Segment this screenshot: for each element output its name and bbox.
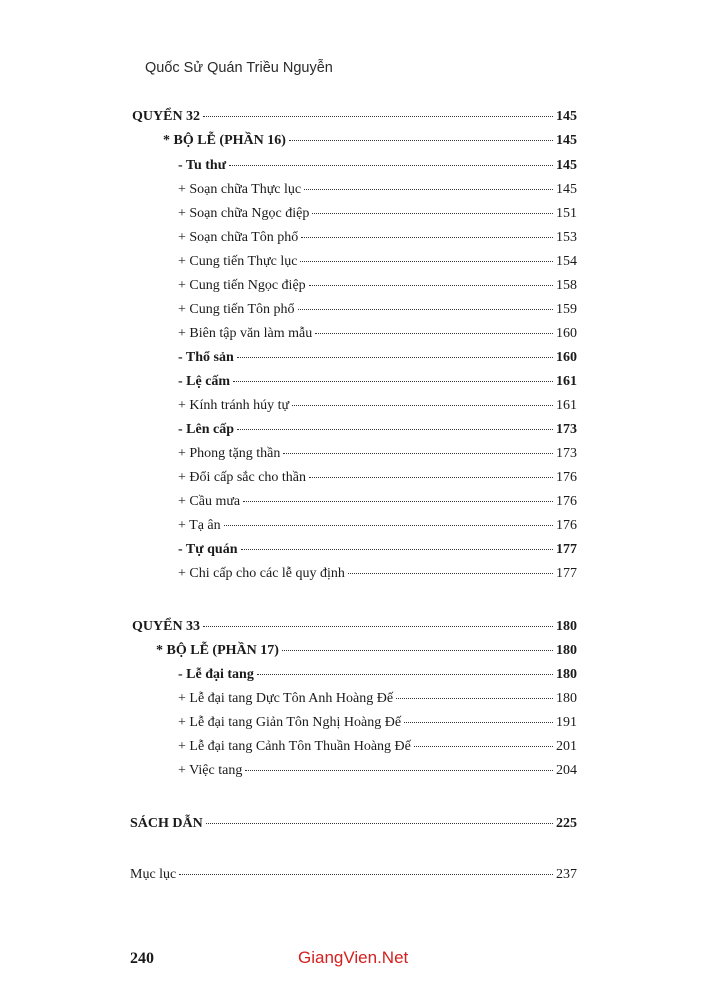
toc-entry-title: + Soạn chữa Thực lục: [178, 182, 302, 197]
toc-entry-title: + Lễ đại tang Giản Tôn Nghị Hoàng Đế: [178, 715, 402, 730]
toc-entry: [178, 762, 577, 780]
toc-entry: [178, 493, 577, 511]
toc-entry: [132, 108, 577, 126]
dot-leader: [203, 116, 553, 117]
toc-entry-title: QUYỂN 32: [132, 109, 201, 124]
dot-leader: [309, 477, 553, 478]
toc-entry-title: + Soạn chữa Tôn phổ: [178, 230, 299, 245]
toc-entry-title: + Chi cấp cho các lễ quy định: [178, 566, 345, 581]
toc-entry: [178, 205, 577, 223]
toc-entry-page: 145: [556, 133, 577, 148]
dot-leader: [243, 501, 553, 502]
toc-entry-title: - Thổ sản: [178, 350, 234, 365]
toc-entry-title: + Cung tiến Thực lục: [178, 254, 298, 269]
dot-leader: [283, 453, 553, 454]
dot-leader: [229, 165, 553, 166]
toc-entry: [178, 301, 577, 319]
toc-entry-page: 177: [556, 542, 577, 557]
toc-entry-page: 180: [556, 619, 577, 634]
toc-entry-title: + Cầu mưa: [178, 494, 241, 509]
dot-leader: [245, 770, 553, 771]
toc-entry-page: 173: [556, 422, 577, 437]
toc-entry: [130, 815, 577, 833]
toc-entry-title: + Việc tang: [178, 763, 243, 778]
toc-entry: [178, 157, 577, 175]
toc-entry-page: 176: [556, 518, 577, 533]
dot-leader: [404, 722, 553, 723]
toc-entry-page: 151: [556, 206, 577, 221]
toc-entry-page: 153: [556, 230, 577, 245]
toc-entry-page: 180: [556, 643, 577, 658]
toc-entry-title: * BỘ LỄ (PHẦN 17): [156, 643, 279, 658]
toc-entry-title: + Lễ đại tang Dực Tôn Anh Hoàng Đế: [178, 691, 394, 706]
toc-entry-page: 237: [556, 867, 577, 882]
toc-entry: [178, 714, 577, 732]
toc-entry-title: + Phong tặng thần: [178, 446, 281, 461]
toc-entry: [178, 690, 577, 708]
toc-entry-page: 180: [556, 667, 577, 682]
dot-leader: [257, 674, 553, 675]
dot-leader: [237, 357, 553, 358]
toc-entry-title: + Đổi cấp sắc cho thần: [178, 470, 307, 485]
dot-leader: [414, 746, 553, 747]
toc-entry-page: 204: [556, 763, 577, 778]
toc-entry: [178, 349, 577, 367]
watermark: GiangVien.Net: [298, 948, 409, 967]
dot-leader: [206, 823, 553, 824]
toc-entry: [178, 373, 577, 391]
dot-leader: [396, 698, 553, 699]
toc-entry: [130, 866, 577, 884]
toc-entry-title: + Kính tránh húy tự: [178, 398, 290, 413]
dot-leader: [304, 189, 553, 190]
toc-entry-title: Mục lục: [130, 867, 177, 882]
toc-entry-title: + Lễ đại tang Cảnh Tôn Thuần Hoàng Đế: [178, 739, 411, 754]
dot-leader: [300, 261, 553, 262]
dot-leader: [312, 213, 553, 214]
toc-entry-page: 176: [556, 470, 577, 485]
toc-entry: [178, 277, 577, 295]
toc-entry: [178, 181, 577, 199]
toc-entry-title: SÁCH DẪN: [130, 816, 203, 831]
dot-leader: [237, 429, 553, 430]
dot-leader: [301, 237, 553, 238]
toc-entry-page: 145: [556, 158, 577, 173]
toc-entry-title: + Cung tiến Tôn phổ: [178, 302, 295, 317]
toc-entry-title: + Tạ ân: [178, 518, 221, 533]
dot-leader: [282, 650, 553, 651]
toc-entry: [178, 229, 577, 247]
toc-entry: [178, 541, 577, 559]
toc-entry-page: 180: [556, 691, 577, 706]
toc-entry: [163, 132, 577, 150]
toc-entry-page: 173: [556, 446, 577, 461]
toc-entry-page: 145: [556, 109, 577, 124]
dot-leader: [315, 333, 553, 334]
toc-entry-page: 160: [556, 350, 577, 365]
dot-leader: [292, 405, 553, 406]
toc-entry: [178, 565, 577, 583]
toc-entry-title: - Tự quán: [178, 542, 238, 557]
toc-entry: [178, 517, 577, 535]
dot-leader: [179, 874, 553, 875]
running-header: Quốc Sử Quán Triều Nguyễn: [145, 60, 333, 76]
toc-entry: [132, 618, 577, 636]
toc-entry: [178, 469, 577, 487]
toc-entry: [178, 738, 577, 756]
toc-entry-title: + Cung tiến Ngọc điệp: [178, 278, 306, 293]
dot-leader: [298, 309, 553, 310]
toc-entry-title: - Lên cấp: [178, 422, 234, 437]
toc-entry-page: 161: [556, 398, 577, 413]
toc-entry-page: 177: [556, 566, 577, 581]
dot-leader: [348, 573, 553, 574]
toc-entry-page: 201: [556, 739, 577, 754]
toc-entry: [156, 642, 577, 660]
toc-entry-title: - Lệ cấm: [178, 374, 231, 389]
toc-entry-page: 191: [556, 715, 577, 730]
dot-leader: [203, 626, 553, 627]
toc-entry-page: 154: [556, 254, 577, 269]
toc-entry-page: 176: [556, 494, 577, 509]
toc-entry-page: 160: [556, 326, 577, 341]
toc-entry-page: 158: [556, 278, 577, 293]
toc-entry: [178, 325, 577, 343]
toc-entry-page: 225: [556, 816, 577, 831]
toc-entry: [178, 445, 577, 463]
toc-entry: [178, 421, 577, 439]
toc-entry-page: 145: [556, 182, 577, 197]
dot-leader: [241, 549, 553, 550]
toc-entry-page: 159: [556, 302, 577, 317]
toc-entry-page: 161: [556, 374, 577, 389]
toc-entry-title: + Soạn chữa Ngọc điệp: [178, 206, 310, 221]
dot-leader: [289, 140, 553, 141]
toc-entry-title: - Lễ đại tang: [178, 667, 254, 682]
toc-entry-title: - Tu thư: [178, 158, 227, 173]
dot-leader: [309, 285, 553, 286]
dot-leader: [224, 525, 553, 526]
toc-entry: [178, 666, 577, 684]
dot-leader: [233, 381, 553, 382]
toc-entry-title: + Biên tập văn làm mẫu: [178, 326, 313, 341]
toc-entry: [178, 397, 577, 415]
toc-entry: [178, 253, 577, 271]
toc-entry-title: * BỘ LỄ (PHẦN 16): [163, 133, 286, 148]
toc-entry-title: QUYỂN 33: [132, 619, 201, 634]
page-number: 240: [130, 950, 154, 967]
